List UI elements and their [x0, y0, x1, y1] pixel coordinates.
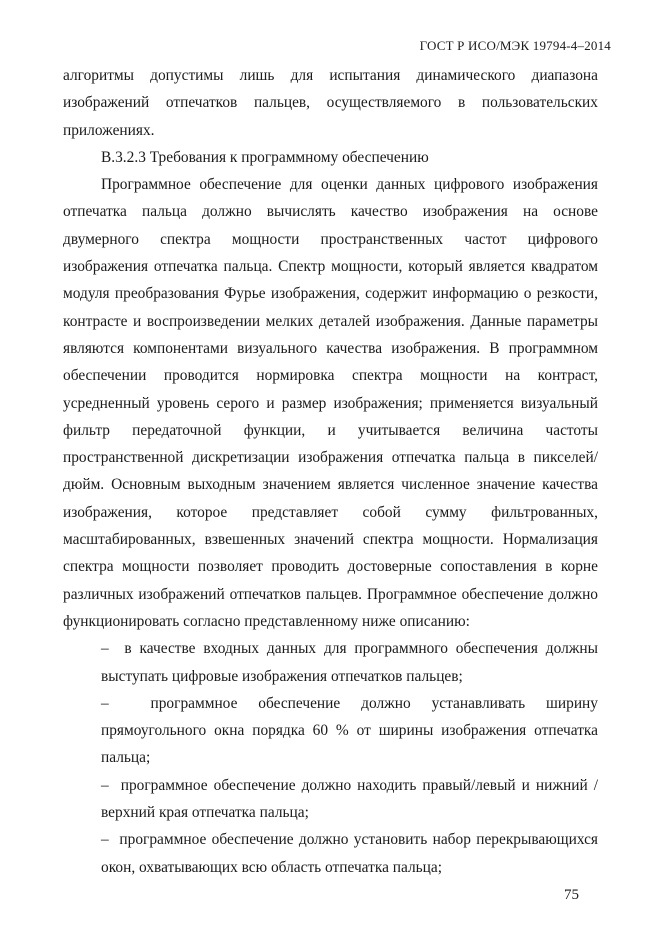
list-marker: –	[101, 776, 109, 794]
list-item-text: программное обеспечение должно устанавливать ширину прямоугольного окна порядка 60 % от ширины изображения отпечатка пальца;	[101, 694, 598, 767]
document-header: ГОСТ Р ИСО/МЭК 19794-4–2014	[419, 38, 611, 53]
list-item-text: программное обеспечение должно находить правый/левый и нижний / верхний края отпечатка пальца;	[101, 776, 598, 822]
list-item	[63, 690, 598, 772]
list-marker: –	[101, 831, 109, 849]
section-heading: В.3.2.3 Требования к программному обеспечению	[101, 148, 429, 166]
list-item	[63, 826, 598, 881]
list-item-text: программное обеспечение должно установить набор перекрывающихся окон, охватывающих всю область отпечатка пальца;	[101, 831, 598, 876]
list-marker: –	[101, 694, 109, 712]
list-item	[63, 635, 598, 690]
list-marker: –	[101, 640, 109, 658]
list-item-text: в качестве входных данных для программного обеспечения должны выступать цифровые изображения отпечатков пальцев;	[101, 640, 598, 685]
list-item	[63, 772, 598, 827]
intro-paragraph: алгоритмы допустимы лишь для испытания динамического диапазона изображений отпечатков пальцев, осуществляемого в пользовательских приложениях.	[63, 67, 598, 139]
requirements-list	[63, 635, 598, 881]
page-content	[63, 62, 598, 881]
main-paragraph: Программное обеспечение для оценки данных цифрового изображения отпечатка пальца должно вычислять качество изображения на основе двумерного спектра мощности пространственных частот цифрового изображения отпечатка пальца. Спектр мощности, который является квадратом модуля преобразования Фурье изображения, содержит информацию о резкости, контрасте и воспроизведении мелких деталей изображения. Данные параметры являются компонентами визуального качества изображения. В программном обеспечении проводится нормировка спектра мощности на контраст, усредненный уровень серого и размер изображения; применяется визуальный фильтр передаточной функции, и учитывается величина частоты пространственной дискретизации изображения отпечатка пальца в пикселей/дюйм. Основным выходным значением является численное значение качества изображения, которое представляет собой сумму фильтрованных, масштабированных, взвешенных значений спектра мощности. Нормализация спектра мощности позволяет проводить достоверные сопоставления в корне различных изображений отпечатков пальцев. Программное обеспечение должно функционировать согласно представленному ниже описанию:	[63, 176, 598, 630]
page-number: 75	[564, 887, 579, 903]
